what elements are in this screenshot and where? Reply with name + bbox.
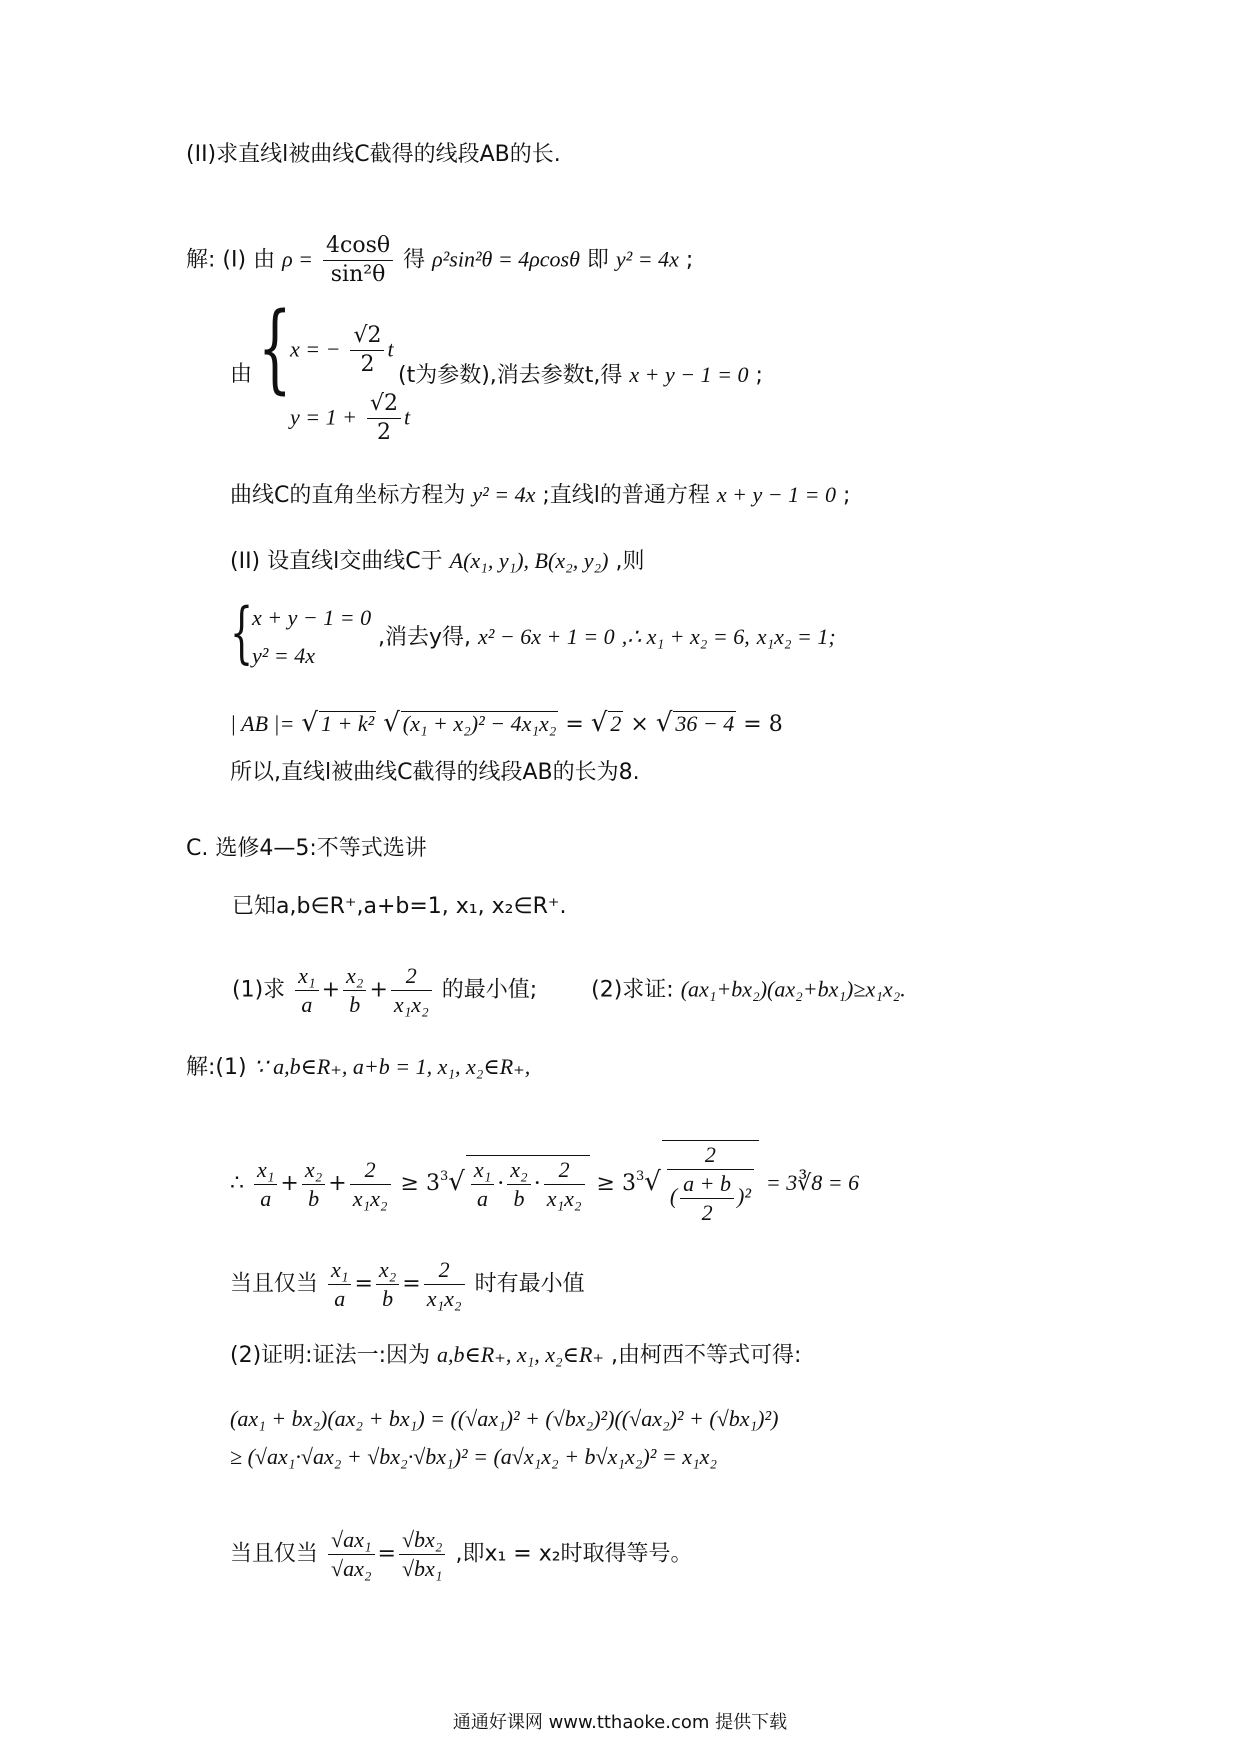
sol2-ge2: ≥ 3 <box>596 1171 636 1196</box>
system-quad: x² − 6x + 1 = 0 <box>478 624 615 649</box>
proof-intro <box>230 1340 801 1371</box>
proof-frac2-num: √bx₂ <box>399 1526 446 1555</box>
part2-question <box>186 140 561 170</box>
param-you: 由 <box>230 362 253 387</box>
sol2-eq-if: 当且仅当 <box>230 1271 319 1297</box>
sol2-ab-num: a + b <box>680 1170 734 1199</box>
q1-frac1-den: a <box>301 992 313 1017</box>
q1-plus2: + <box>369 977 388 1003</box>
ab-result: = 8 <box>743 712 783 737</box>
param-x-line <box>290 322 394 379</box>
sol2-r-frac1 <box>471 1156 494 1213</box>
param-note: (t为参数),消去参数t,得 <box>398 363 623 388</box>
q1-frac3-den: x₁x₂ <box>393 992 429 1017</box>
param-result: x + y − 1 = 0 <box>629 362 749 387</box>
eq-frac1-den: a <box>334 1286 346 1311</box>
step2-label: (II) <box>230 549 261 574</box>
q1-frac1 <box>295 962 318 1019</box>
param-x-t: t <box>387 336 394 362</box>
q1-frac1-num: x₁ <box>295 962 318 991</box>
eq-frac3-den: x₁x₂ <box>426 1286 462 1311</box>
sol2-frac2 <box>302 1156 325 1213</box>
eq-frac2 <box>376 1256 399 1313</box>
conclusion: 所以,直线l被曲线C截得的线段AB的长为8. <box>230 760 640 785</box>
sol2-because <box>186 1052 530 1083</box>
proof-eq-tail: ,即x₁ = x₂时取得等号。 <box>455 1541 693 1567</box>
sol2-frac3-num: 2 <box>350 1156 391 1185</box>
step2-text: 设直线l交曲线C于 <box>267 549 443 574</box>
sqrt-icon: √ <box>383 708 400 738</box>
part2-question-text: (II)求直线l被曲线C截得的线段AB的长. <box>186 142 561 167</box>
ab-r4: 36 − 4 <box>675 711 735 736</box>
sol2-r-frac2-num: x₂ <box>507 1156 530 1185</box>
sol2-r-frac2 <box>507 1156 530 1213</box>
curve-eq: y² = 4x <box>472 482 536 507</box>
proof-n2: bx₂ <box>414 1527 443 1552</box>
system-sum: ,∴ x₁ + x₂ = 6, <box>621 624 750 649</box>
eq-frac3 <box>424 1256 465 1313</box>
proof-eq-if: 当且仅当 <box>230 1541 319 1567</box>
rho-fraction <box>323 232 393 289</box>
sol2-r2-num: 2 <box>667 1141 754 1170</box>
sol2-chain <box>230 1140 859 1227</box>
q1-frac3-num: 2 <box>391 962 432 991</box>
proof-frac1 <box>328 1526 375 1583</box>
cube-index-2: 3 <box>635 1169 645 1184</box>
sol2-frac1-den: a <box>260 1185 272 1211</box>
page-footer: 通通好课网 www.tthaoke.com 提供下载 <box>452 1712 788 1733</box>
ab-r2: (x₁ + x₂)² − 4x₁x₂ <box>402 711 557 736</box>
param-end: ; <box>755 363 763 388</box>
sol2-because-text: ∵ a,b∈R₊, a+b = 1, x₁, x₂∈R₊, <box>253 1054 531 1079</box>
q2-expr: (ax₁+bx₂)(ax₂+bx₁)≥x₁x₂. <box>680 976 906 1002</box>
step1-de: 得 <box>403 247 426 273</box>
step2-points: A(x₁, y₁), B(x₂, y₂) <box>449 548 609 573</box>
system-prod: x₁x₂ = 1; <box>756 624 836 649</box>
solution-step1 <box>186 232 693 289</box>
sol2-frac3-den: x₁x₂ <box>352 1185 388 1211</box>
ab-length <box>230 708 783 740</box>
step2-setup <box>230 546 644 577</box>
sol2-frac1-num: x₁ <box>254 1156 277 1185</box>
eq-frac2-den: b <box>382 1286 394 1311</box>
sol2-frac2-den: b <box>308 1185 320 1211</box>
system-eq1: x + y − 1 = 0 <box>252 605 372 630</box>
q1-frac2-den: b <box>349 992 361 1017</box>
param-y-frac <box>367 390 401 447</box>
proof-d1: ax₂ <box>343 1556 372 1581</box>
sqrt-icon: √ <box>590 708 608 738</box>
param-brace: { <box>258 292 292 404</box>
eq-frac1-num: x₁ <box>328 1256 351 1285</box>
q1-frac2-num: x₂ <box>343 962 366 991</box>
proof-tail: ,由柯西不等式可得: <box>611 1343 802 1368</box>
q1-tail: 的最小值; <box>441 977 538 1003</box>
sqrt-icon: √ <box>301 708 318 738</box>
cartesian-eq: y² = 4x <box>615 246 679 272</box>
cube-index-1: 3 <box>439 1169 449 1184</box>
param-y-t: t <box>403 404 411 430</box>
ab-lhs: | AB |= <box>230 711 295 736</box>
sol2-frac1 <box>254 1156 277 1213</box>
ab-r3: 2 <box>610 711 622 736</box>
param-x-lhs: x = − <box>290 336 341 362</box>
section-c-questions <box>232 962 906 1019</box>
param-y-lhs: y = 1 + <box>290 404 357 430</box>
curve-line-statement <box>230 480 850 511</box>
step1-ji: 即 <box>586 247 609 273</box>
line-eq: x + y − 1 = 0 <box>716 482 836 507</box>
sol2-frac3 <box>350 1156 391 1213</box>
sol2-plus1: + <box>280 1171 299 1196</box>
proof-frac2-den: √bx₁ <box>401 1556 443 1581</box>
proof-line1: (ax₁ + bx₂)(ax₂ + bx₁) = ((√ax₁)² + (√bx₂)²)((√ax₂)² + (√bx₁)²) <box>230 1406 779 1431</box>
param-x-frac <box>350 322 384 379</box>
rho-num: 4cosθ <box>323 232 393 261</box>
sol2-ab-frac <box>680 1170 734 1227</box>
sol2-r-frac3-den: x₁x₂ <box>546 1185 582 1211</box>
proof-line2: ≥ (√ax₁·√ax₂ + √bx₂·√bx₁)² = (a√x₁x₂ + b√x₁x₂)² = x₁x₂ <box>230 1444 718 1469</box>
sol2-ge1: ≥ 3 <box>400 1171 440 1196</box>
sol2-label: 解:(1) <box>186 1055 247 1080</box>
eq-frac2-num: x₂ <box>376 1256 399 1285</box>
ab-times: × <box>630 712 649 737</box>
eq-frac3-num: 2 <box>424 1256 465 1285</box>
sol2-result: = 3∛8 = 6 <box>765 1170 860 1195</box>
curve-line-end: ; <box>842 483 851 508</box>
sqrt-icon: √ <box>655 708 673 738</box>
system-eq2: y² = 4x <box>252 643 315 668</box>
rho-den: sin²θ <box>330 262 386 287</box>
param-x-den: 2 <box>360 352 375 377</box>
q1-plus1: + <box>321 977 341 1003</box>
step2-tail: ,则 <box>615 549 645 574</box>
proof-frac1-num: √ax₁ <box>328 1526 375 1555</box>
step1-label: (I) <box>222 247 247 273</box>
proof-d2: bx₁ <box>414 1556 443 1581</box>
sol2-r-frac1-num: x₁ <box>471 1156 494 1185</box>
eq-frac1 <box>328 1256 351 1313</box>
line-text: ;直线l的普通方程 <box>542 483 710 508</box>
q1-label: (1)求 <box>232 977 286 1003</box>
param-y-num: √2 <box>367 390 401 419</box>
polar-eq: ρ²sin²θ = 4ρcosθ <box>432 246 580 272</box>
curve-text: 曲线C的直角坐标方程为 <box>230 483 466 508</box>
sqrt-icon: √ <box>644 1167 661 1197</box>
therefore-symbol: ∴ <box>230 1171 244 1196</box>
sol2-frac2-num: x₂ <box>302 1156 325 1185</box>
sol2-r2-frac <box>667 1141 754 1227</box>
rho-eq: ρ = <box>282 246 313 272</box>
sol2-equality: 当且仅当 $\frac{\text{x₁}}{a}$ = $\frac{\text{x₂}}{b}$ = $\frac{2}{\text{x₁x₂}}$ 时有最小值 <box>230 1257 585 1311</box>
param-note-line <box>398 360 763 391</box>
system-result <box>378 622 836 653</box>
system-mid: ,消去y得, <box>378 625 472 650</box>
param-y-line <box>290 390 410 447</box>
sol2-r-frac1-den: a <box>477 1185 489 1211</box>
ab-r1: 1 + k² <box>321 711 375 736</box>
sol2-eq-tail: 时有最小值 <box>474 1271 585 1297</box>
ab-eq: = <box>565 712 584 737</box>
proof-cond: a,b∈R₊, x₁, x₂∈R₊ <box>437 1342 604 1367</box>
param-x-num: √2 <box>350 322 384 351</box>
q2-label: (2)求证: <box>591 977 674 1003</box>
section-c-given: 已知a,b∈R⁺,a+b=1, x₁, x₂∈R⁺. <box>232 894 567 919</box>
system-brace: { <box>230 594 254 671</box>
solution-label: 解: <box>186 247 216 273</box>
proof-n1: ax₁ <box>343 1527 372 1552</box>
sol2-radicand1: $\frac{\text{x₁}}{a}$ · $\frac{\text{x₂}}{b}$ · $\frac{2}{\text{x₁x₂}}$ <box>466 1155 590 1213</box>
sol2-r-frac3-num: 2 <box>544 1156 585 1185</box>
sol2-r-frac2-den: b <box>513 1185 525 1211</box>
proof-frac2 <box>399 1526 446 1583</box>
sol2-ab-den: 2 <box>701 1200 713 1225</box>
sol2-r-frac3 <box>544 1156 585 1213</box>
sol2-plus2: + <box>328 1171 347 1196</box>
step1-you: 由 <box>253 247 276 273</box>
param-y-den: 2 <box>376 420 391 445</box>
sol2-r2-den: ( $\frac{a + b}{2}$ )² <box>669 1171 751 1225</box>
q1-frac3 <box>391 962 432 1019</box>
proof-frac1-den: √ax₂ <box>331 1556 372 1581</box>
proof-label: (2)证明:证法一:因为 <box>230 1343 430 1368</box>
section-c-title: C. 选修4—5:不等式选讲 <box>186 836 427 861</box>
q1-frac2 <box>343 962 366 1019</box>
sol2-radicand2 <box>662 1140 759 1227</box>
proof-equality: 当且仅当 $\frac{\text{√ax₁}}{\text{√ax₂}}$ = $\frac{\text{√bx₂}}{\text{√bx₁}}$ ,即x₁ = x₂时取得等号。 <box>230 1527 693 1581</box>
sqrt-icon: √ <box>448 1167 465 1197</box>
step1-end: ; <box>685 247 694 273</box>
